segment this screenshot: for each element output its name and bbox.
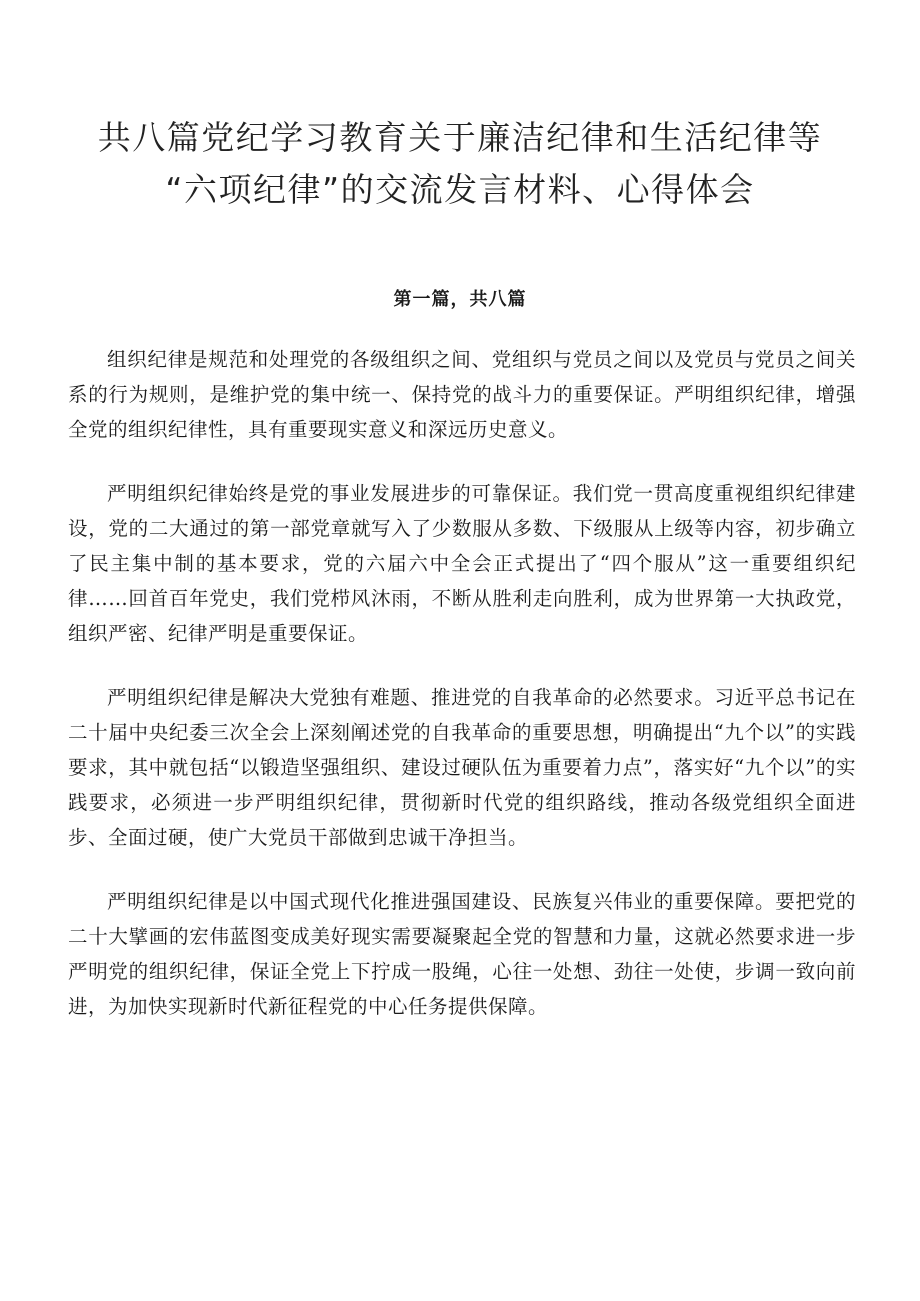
paragraph-2: 严明组织纪律始终是党的事业发展进步的可靠保证。我们党一贯高度重视组织纪律建设，党的二大通过的第一部党章就写入了少数服从多数、下级服从上级等内容，初步确立了民主集中制的基本要求，党的六届六中全会正式提出了“四个服从”这一重要组织纪律……回首百年党史，我们党栉风沐雨，不断从胜利走向胜利，成为世界第一大执政党，组织严密、纪律严明是重要保证。 bbox=[68, 482, 856, 645]
paragraph-3: 严明组织纪律是解决大党独有难题、推进党的自我革命的必然要求。习近平总书记在二十届中央纪委三次全会上深刻阐述党的自我革命的重要思想，明确提出“九个以”的实践要求，其中就包括“以锻造坚强组织、建设过硬队伍为重要着力点”，落实好“九个以”的实践要求，必须进一步严明组织纪律，贯彻新时代党的组织路线，推动各级党组织全面进步、全面过硬，使广大党员干部做到忠诚干净担当。 bbox=[68, 686, 856, 849]
document-title-line-1: 共八篇党纪学习教育关于廉洁纪律和生活纪律等 bbox=[97, 118, 823, 157]
paragraph-1: 组织纪律是规范和处理党的各级组织之间、党组织与党员之间以及党员与党员之间关系的行为规则，是维护党的集中统一、保持党的战斗力的重要保证。严明组织纪律，增强全党的组织纪律性，具有重要现实意义和深远历史意义。 bbox=[68, 348, 856, 441]
document-title bbox=[70, 112, 850, 216]
paragraph-4: 严明组织纪律是以中国式现代化推进强国建设、民族复兴伟业的重要保障。要把党的二十大擘画的宏伟蓝图变成美好现实需要凝聚起全党的智慧和力量，这就必然要求进一步严明党的组织纪律，保证全党上下拧成一股绳，心往一处想、劲往一处使，步调一致向前进，为加快实现新时代新征程党的中心任务提供保障。 bbox=[68, 890, 856, 1018]
document-body bbox=[68, 342, 856, 1053]
document-title-line-2: “六项纪律”的交流发言材料、心得体会 bbox=[165, 170, 755, 209]
section-heading: 第一篇，共八篇 bbox=[393, 289, 527, 310]
